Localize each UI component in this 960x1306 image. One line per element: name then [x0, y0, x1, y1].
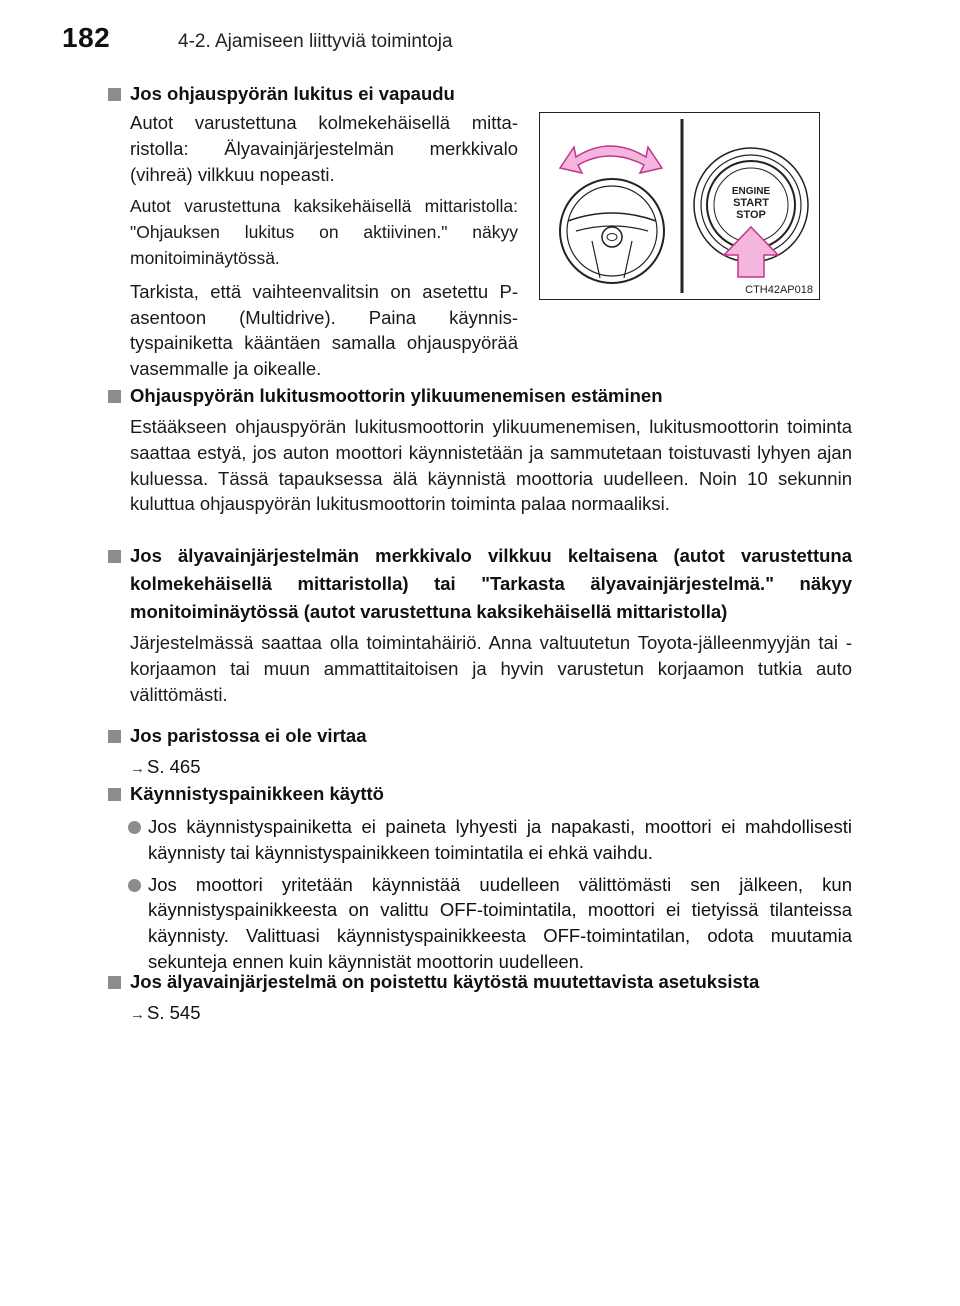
- button-text-line: ENGINE: [731, 186, 771, 197]
- section-title: Käynnistyspainikkeen käyttö: [108, 780, 852, 808]
- page-reference[interactable]: → S. 465: [108, 754, 852, 782]
- section-start-button-use: [108, 780, 852, 975]
- page-reference[interactable]: → S. 545: [108, 1000, 852, 1028]
- paragraph: Autot varustettuna kaksikehäisellä mittaristolla: "Ohjauksen lukitus on aktiivinen." näkyy monitoiminäytössä.: [130, 196, 518, 268]
- steering-wheel-icon: [560, 179, 664, 283]
- section-steering-lock-body: [108, 110, 518, 382]
- circle-bullet-icon: [128, 879, 141, 892]
- section-steering-lock: [108, 80, 852, 108]
- section-smart-key-disabled: [108, 968, 852, 1028]
- section-smart-key-warning: [108, 542, 852, 707]
- arrow-right-icon: →: [130, 1006, 145, 1023]
- square-bullet-icon: [108, 390, 121, 403]
- page-header: [0, 22, 960, 62]
- page-number: 182: [62, 22, 111, 53]
- section-title: Jos älyavainjärjestelmä on poistettu käytöstä muutettavista asetuksista: [108, 968, 852, 996]
- section-battery-empty: [108, 722, 852, 782]
- steering-start-figure: [539, 112, 820, 300]
- paragraph: Estääkseen ohjauspyörän lukitusmoottorin ylikuumenemisen, lukitusmoottorin toiminta saattaa estyä, jos auton moottori käynnistetään ja sammutetaan toistuvasti lyhyen ajan kuluessa. Tässä tapauksessa älä käynnistä moottoria uudelleen. Noin 10 sekunnin kuluttua ohjauspyörän lukitusmoottorin toiminta palaa normaaliksi.: [130, 416, 852, 515]
- push-arrow-icon: [724, 227, 778, 277]
- square-bullet-icon: [108, 550, 121, 563]
- list-item: Jos käynnistyspainiketta ei paineta lyhyesti ja napakasti, moottori ei mahdollisesti käynnisty tai käynnistyspainikkeen toimintatila ei ehkä vaihdu.: [108, 814, 852, 866]
- arrow-right-icon: →: [130, 760, 145, 777]
- square-bullet-icon: [108, 88, 121, 101]
- list-item: Jos moottori yritetään käynnistää uudelleen välittömästi sen jälkeen, kun käynnistyspainikkeesta on valittu OFF-toimintatila, moottori ei tietyissä tilanteissa käynnisty. Valittuasi käynnistyspainikkeesta OFF-toimintatilan, odota muutamia sekunteja ennen kuin käynnistät moottorin uudelleen.: [108, 872, 852, 975]
- section-title: Jos ohjauspyörän lukitus ei vapaudu: [108, 80, 852, 108]
- rotate-arrow-icon: [560, 146, 662, 173]
- square-bullet-icon: [108, 976, 121, 989]
- circle-bullet-icon: [128, 821, 141, 834]
- steering-wheel-start-button-illustration: [540, 113, 819, 299]
- section-title: Jos älyavainjärjestelmän merkkivalo vilkkuu keltaisena (autot varustettuna kolmekehäisellä mittaristolla) tai "Tarkasta älyavainjärjestelmä." näkyy monitoiminäytössä (autot varustettuna kaksikehäisellä mittaristolla): [108, 542, 852, 626]
- button-text-line: START: [733, 197, 769, 209]
- section-title: Ohjauspyörän lukitusmoottorin ylikuumenemisen estäminen: [108, 382, 852, 410]
- paragraph: Järjestelmässä saattaa olla toimintahäiriö. Anna valtuutetun Toyota-jälleenmyyjän tai -korjaamon tai muun ammattitaitoisen ja hyvin varustetun korjaamon tutkia auto välittömästi.: [130, 632, 852, 705]
- chapter-title: 4-2. Ajamiseen liittyviä toimintoja: [178, 31, 453, 52]
- section-title: Jos paristossa ei ole virtaa: [108, 722, 852, 750]
- button-text-line: STOP: [736, 209, 766, 221]
- square-bullet-icon: [108, 788, 121, 801]
- square-bullet-icon: [108, 730, 121, 743]
- section-motor-overheat: [108, 382, 852, 517]
- figure-code: CTH42AP018: [745, 284, 813, 296]
- paragraph: Tarkista, että vaihteenvalitsin on asetettu P-asentoon (Multidrive). Paina käynnistyspainiketta kääntäen samalla ohjauspyörää vasemmalle ja oikealle.: [130, 280, 518, 380]
- paragraph: Autot varustettuna kolmekehäisellä mittaristolla: Älyavainjärjestelmän merkkivalo (vihreä) vilkkuu nopeasti.: [130, 112, 518, 185]
